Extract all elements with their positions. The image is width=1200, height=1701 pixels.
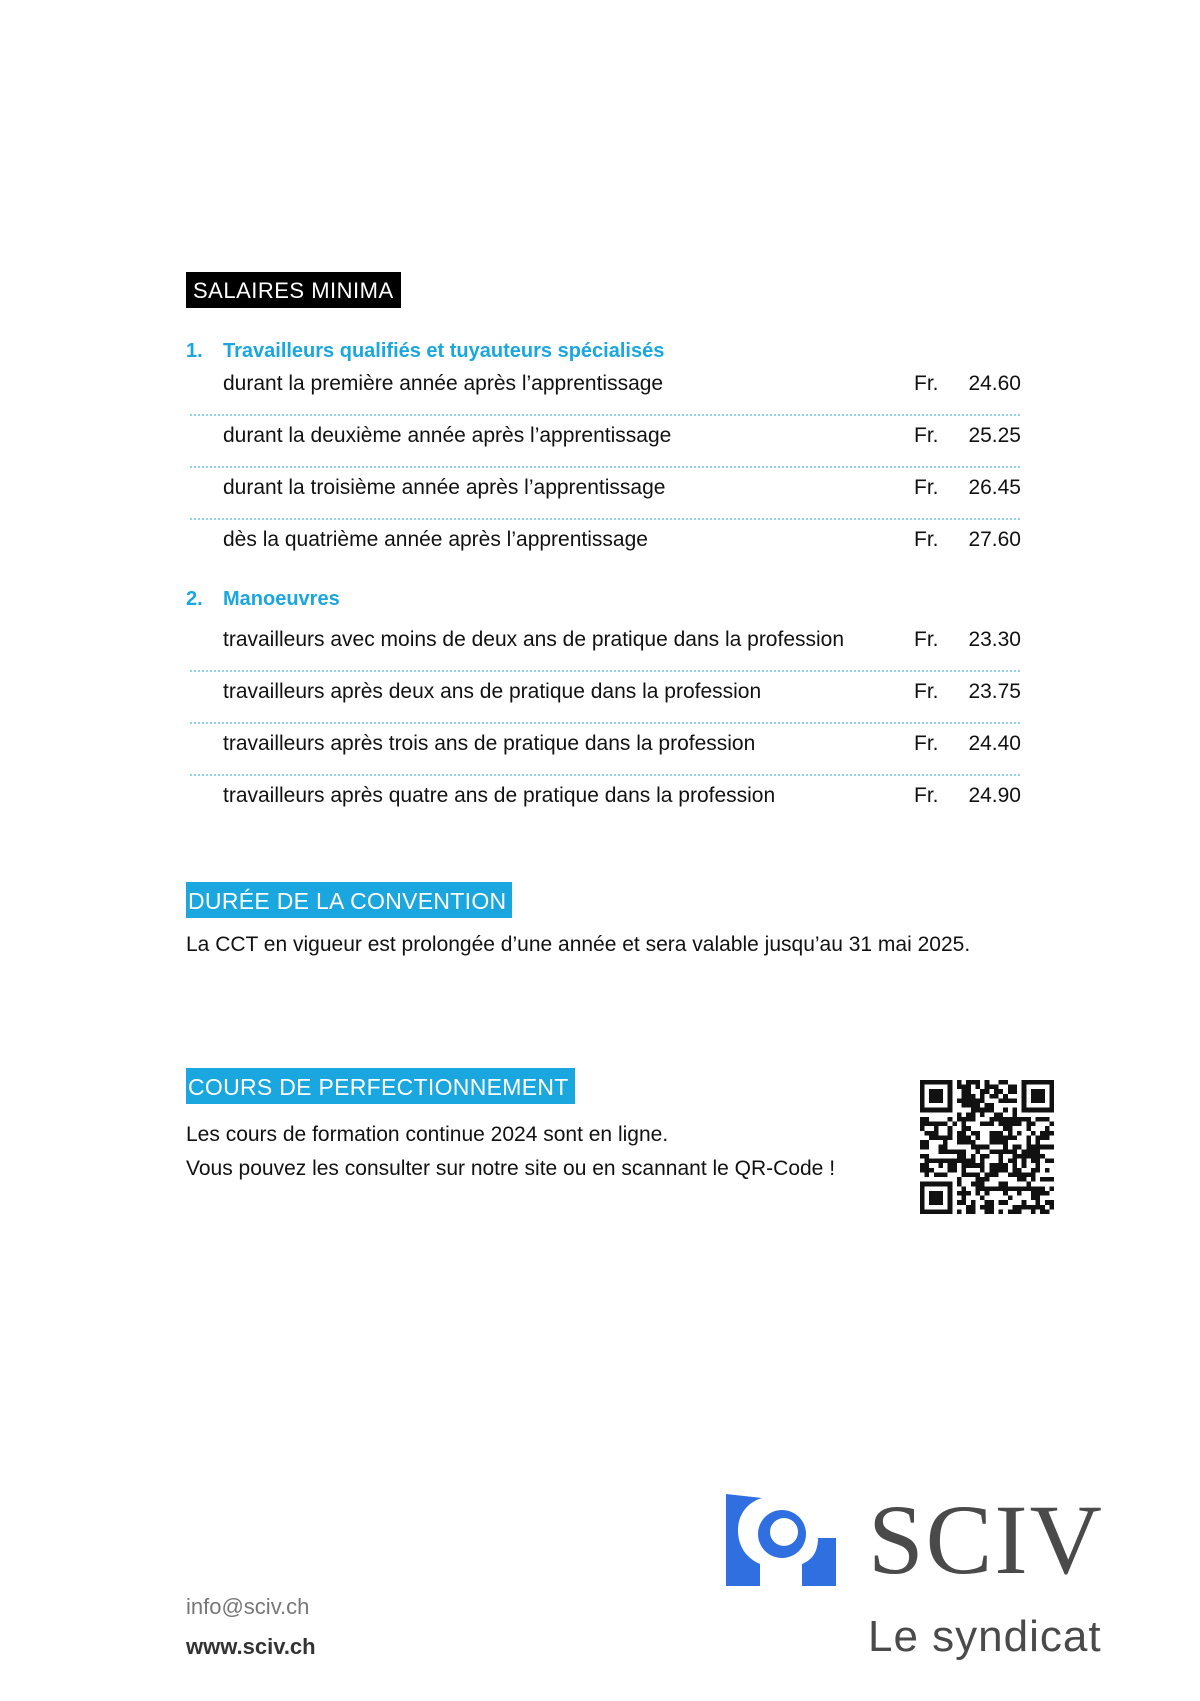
salary-row-amount: 25.25	[968, 424, 1021, 447]
section-1-number: 1.	[186, 340, 203, 362]
salary-row	[186, 784, 1021, 836]
salary-row-desc: travailleurs après quatre ans de pratique dans la profession	[223, 784, 776, 807]
qr-code-icon[interactable]	[920, 1080, 1054, 1214]
salary-row	[186, 732, 1021, 784]
salary-row-currency: Fr.	[914, 424, 939, 447]
salary-row-currency: Fr.	[914, 476, 939, 499]
sciv-logo-icon	[726, 1494, 836, 1586]
salary-row-currency: Fr.	[914, 680, 939, 703]
section-1-label: Travailleurs qualifiés et tuyauteurs spécialisés	[223, 340, 665, 362]
salary-row-currency: Fr.	[914, 528, 939, 551]
salary-row-desc: durant la première année après l’apprentissage	[223, 372, 664, 395]
salary-row-currency: Fr.	[914, 732, 939, 755]
salary-row-desc: travailleurs après trois ans de pratique dans la profession	[223, 732, 756, 755]
row-separator	[190, 414, 1020, 416]
salary-row-desc: durant la troisième année après l’apprentissage	[223, 476, 666, 499]
salary-row-desc: dès la quatrième année après l’apprentissage	[223, 528, 648, 551]
row-separator	[190, 722, 1020, 724]
row-separator	[190, 670, 1020, 672]
salary-row-amount: 26.45	[968, 476, 1021, 499]
row-separator	[190, 518, 1020, 520]
salary-row	[186, 424, 1021, 476]
salary-row-amount: 24.60	[968, 372, 1021, 395]
section-2-label: Manoeuvres	[223, 588, 340, 610]
salary-row	[186, 476, 1021, 528]
salary-row	[186, 372, 1021, 424]
brand-name: SCIV	[868, 1484, 1104, 1595]
salary-row	[186, 680, 1021, 732]
section-heading-cours: COURS DE PERFECTIONNEMENT	[186, 1068, 575, 1104]
section-1-title	[186, 340, 664, 363]
section-heading-salaires: SALAIRES MINIMA	[186, 272, 401, 308]
salary-row-amount: 23.75	[968, 680, 1021, 703]
cours-line-2: Vous pouvez les consulter sur notre site ou en scannant le QR-Code !	[186, 1157, 836, 1180]
row-separator	[190, 774, 1020, 776]
contact-website[interactable]: www.sciv.ch	[186, 1634, 316, 1659]
salary-row-amount: 24.40	[968, 732, 1021, 755]
cours-line-1: Les cours de formation continue 2024 sont en ligne.	[186, 1123, 669, 1146]
row-separator	[190, 466, 1020, 468]
salary-row-currency: Fr.	[914, 784, 939, 807]
salary-row	[186, 628, 1021, 680]
salary-row-amount: 27.60	[968, 528, 1021, 551]
section-2-number: 2.	[186, 588, 203, 610]
brand-tagline: Le syndicat	[868, 1612, 1102, 1661]
salary-row-amount: 24.90	[968, 784, 1021, 807]
section-2-title	[186, 588, 340, 611]
section-heading-duree: DURÉE DE LA CONVENTION	[186, 882, 512, 918]
salary-row-currency: Fr.	[914, 628, 939, 651]
salary-row-amount: 23.30	[968, 628, 1021, 651]
salary-row-desc: travailleurs avec moins de deux ans de pratique dans la profession	[223, 628, 845, 651]
salary-row-currency: Fr.	[914, 372, 939, 395]
duree-text: La CCT en vigueur est prolongée d’une année et sera valable jusqu’au 31 mai 2025.	[186, 933, 971, 956]
contact-email[interactable]: info@sciv.ch	[186, 1594, 310, 1619]
salary-row-desc: travailleurs après deux ans de pratique dans la profession	[223, 680, 762, 703]
salary-row	[186, 528, 1021, 580]
salary-row-desc: durant la deuxième année après l’apprentissage	[223, 424, 672, 447]
